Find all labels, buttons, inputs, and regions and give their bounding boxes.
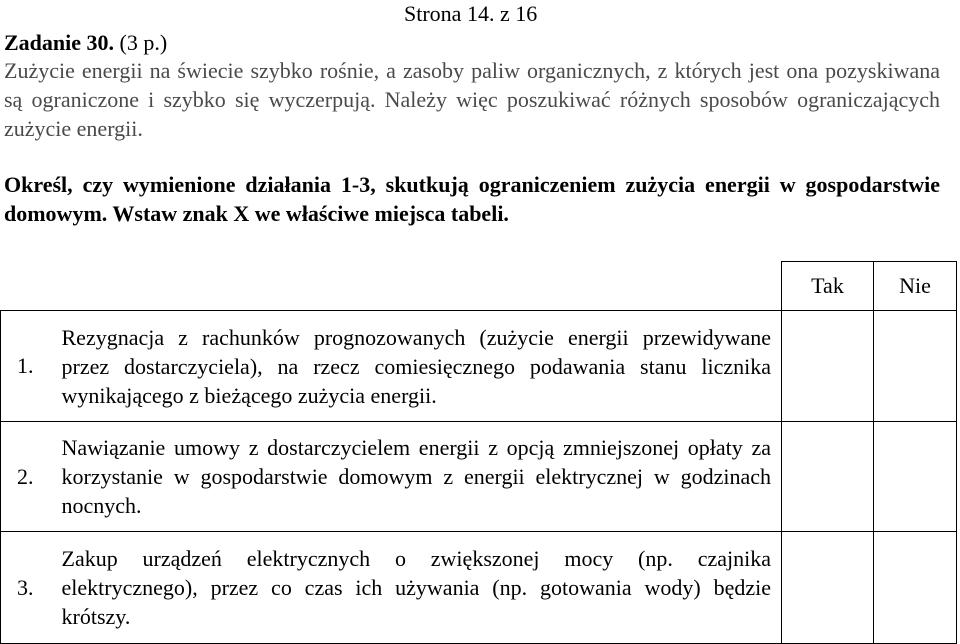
row-number: 3. <box>1 532 50 644</box>
answer-yes-box[interactable] <box>782 311 874 422</box>
task-intro: Zużycie energii na świecie szybko rośnie, a zasoby paliw organicznych, z których jest ona pozyskiwana są ograniczone i szybko się wyczerpują. Należy więc poszukiwać różnych sposobów ograniczających zużycie energii. <box>4 58 940 141</box>
answer-table <box>0 261 957 644</box>
page-number: Strona 14. z 16 <box>404 1 538 26</box>
row-number: 2. <box>1 422 50 532</box>
row-statement: Rezygnacja z rachunków prognozowanych (zużycie energii przewidywane przez dostarczyciela), na rzecz comiesięcznego podawania stanu licznika wynikającego z bieżącego zużycia energii. <box>50 311 782 422</box>
answer-no-box[interactable] <box>874 422 957 532</box>
task-title <box>4 29 167 56</box>
table-header-row <box>1 262 957 311</box>
row-statement: Nawiązanie umowy z dostarczycielem energii z opcją zmniejszonej opłaty za korzystanie w gospodarstwie domowym z energii elektrycznej w godzinach nocnych. <box>50 422 782 532</box>
task-points: (3 p.) <box>119 30 168 55</box>
table-row <box>1 311 957 422</box>
header-no: Nie <box>874 262 957 311</box>
header-spacer <box>50 262 782 311</box>
task-number: Zadanie 30. <box>4 30 115 55</box>
row-statement: Zakup urządzeń elektrycznych o zwiększonej mocy (np. czajnika elektrycznego), przez co czas ich używania (np. gotowania wody) będzie krótszy. <box>50 532 782 644</box>
table-row <box>1 422 957 532</box>
answer-yes-box[interactable] <box>782 532 874 644</box>
answer-yes-box[interactable] <box>782 422 874 532</box>
answer-no-box[interactable] <box>874 311 957 422</box>
answer-no-box[interactable] <box>874 532 957 644</box>
table-row <box>1 532 957 644</box>
row-number: 1. <box>1 311 50 422</box>
header-yes: Tak <box>782 262 874 311</box>
header-spacer <box>1 262 50 311</box>
task-instruction: Określ, czy wymienione działania 1-3, skutkują ograniczeniem zużycia energii w gospodarstwie domowym. Wstaw znak X we właściwe miejsca tabeli. <box>4 172 940 226</box>
